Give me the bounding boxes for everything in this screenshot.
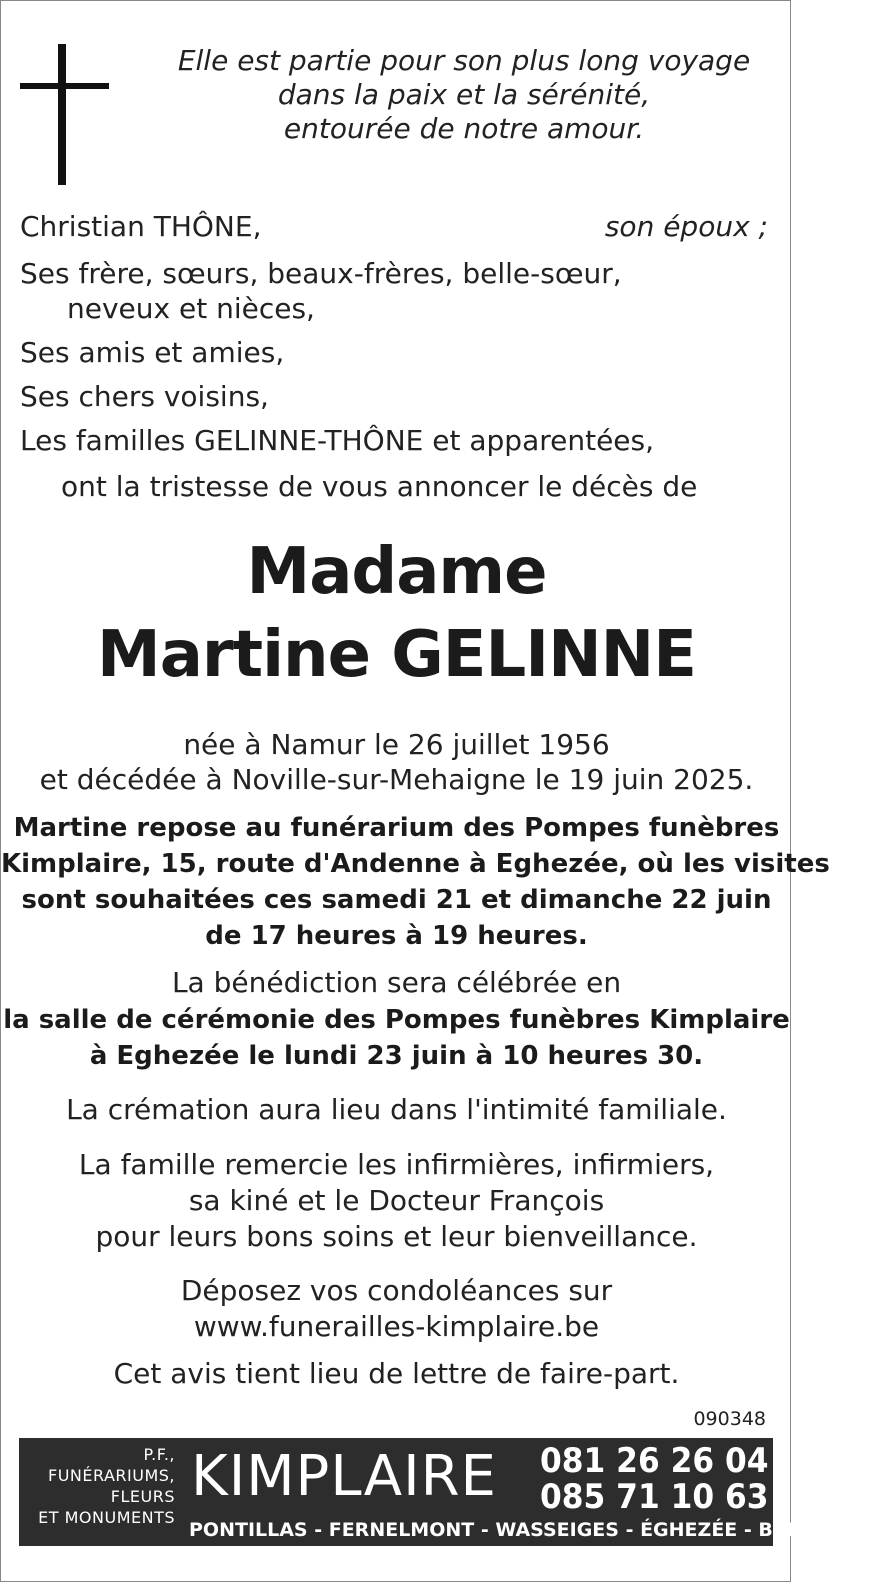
- siblings-line-1: Ses frère, sœurs, beaux-frères, belle-sœur,: [20, 257, 622, 290]
- cremation-line: La crémation aura lieu dans l'intimité familiale.: [66, 1093, 727, 1126]
- thanks-line-1: La famille remercie les infirmières, infirmiers,: [78, 1148, 715, 1181]
- condolences-line: Déposez vos condoléances sur: [180, 1274, 613, 1307]
- services-list: [25, 1444, 175, 1528]
- company-name: KIMPLAIRE: [191, 1444, 497, 1509]
- quote-line-1: Elle est partie pour son plus long voyage: [177, 44, 751, 77]
- phone-number-1[interactable]: 081 26 26 04: [540, 1441, 769, 1481]
- quote-block: [149, 44, 779, 146]
- announce-line: ont la tristesse de vous annoncer le décès de: [61, 470, 698, 503]
- quote-line-3: entourée de notre amour.: [283, 112, 645, 145]
- blessing-line-2: à Eghezée le lundi 23 juin à 10 heures 30.: [89, 1041, 704, 1071]
- visitation-line-1: Martine repose au funérarium des Pompes funèbres: [13, 813, 780, 843]
- visitation-line-4: de 17 heures à 19 heures.: [205, 921, 588, 951]
- services-item: FUNÉRARIUMS,: [48, 1466, 175, 1485]
- deceased-name: Martine GELINNE: [97, 618, 696, 692]
- death-line: et décédée à Noville-sur-Mehaigne le 19 juin 2025.: [39, 763, 754, 796]
- visitation-line-3: sont souhaitées ces samedi 21 et dimanche 22 juin: [21, 885, 772, 915]
- deceased-title: Madame: [246, 535, 547, 609]
- thanks-line-3: pour leurs bons soins et leur bienveillance.: [95, 1220, 698, 1253]
- cross-icon-horizontal: [20, 83, 109, 89]
- families-line: Les familles GELINNE-THÔNE et apparentées,: [20, 424, 655, 457]
- phone-number-2[interactable]: 085 71 10 63: [540, 1477, 769, 1517]
- thanks-line-2: sa kiné et le Docteur François: [188, 1184, 605, 1217]
- birth-line: née à Namur le 26 juillet 1956: [183, 728, 610, 761]
- reference-number: 090348: [693, 1408, 766, 1430]
- towns-line: PONTILLAS - FERNELMONT - WASSEIGES - ÉGHEZÉE - BURDINNE: [189, 1519, 871, 1541]
- visitation-line-2: Kimplaire, 15, route d'Andenne à Eghezée, où les visites: [1, 849, 830, 879]
- services-item: ET MONUMENTS: [38, 1508, 175, 1527]
- blessing-intro: La bénédiction sera célébrée en: [171, 966, 622, 999]
- siblings-line-2: neveux et nièces,: [67, 292, 315, 325]
- cross-icon-vertical: [58, 44, 66, 185]
- friends-line: Ses amis et amies,: [20, 336, 285, 369]
- notice-line: Cet avis tient lieu de lettre de faire-part.: [113, 1357, 680, 1390]
- services-item: FLEURS: [110, 1487, 175, 1506]
- funeral-home-banner: [19, 1438, 871, 1546]
- services-item: P.F.,: [143, 1445, 175, 1464]
- spouse-role: son époux ;: [604, 210, 768, 243]
- condolences-url[interactable]: www.funerailles-kimplaire.be: [193, 1310, 600, 1343]
- spouse-name: Christian THÔNE,: [20, 210, 262, 243]
- quote-line-2: dans la paix et la sérénité,: [277, 78, 651, 111]
- phone-block: [540, 1440, 768, 1516]
- blessing-line-1: la salle de cérémonie des Pompes funèbres Kimplaire: [3, 1005, 790, 1035]
- neighbours-line: Ses chers voisins,: [20, 380, 269, 413]
